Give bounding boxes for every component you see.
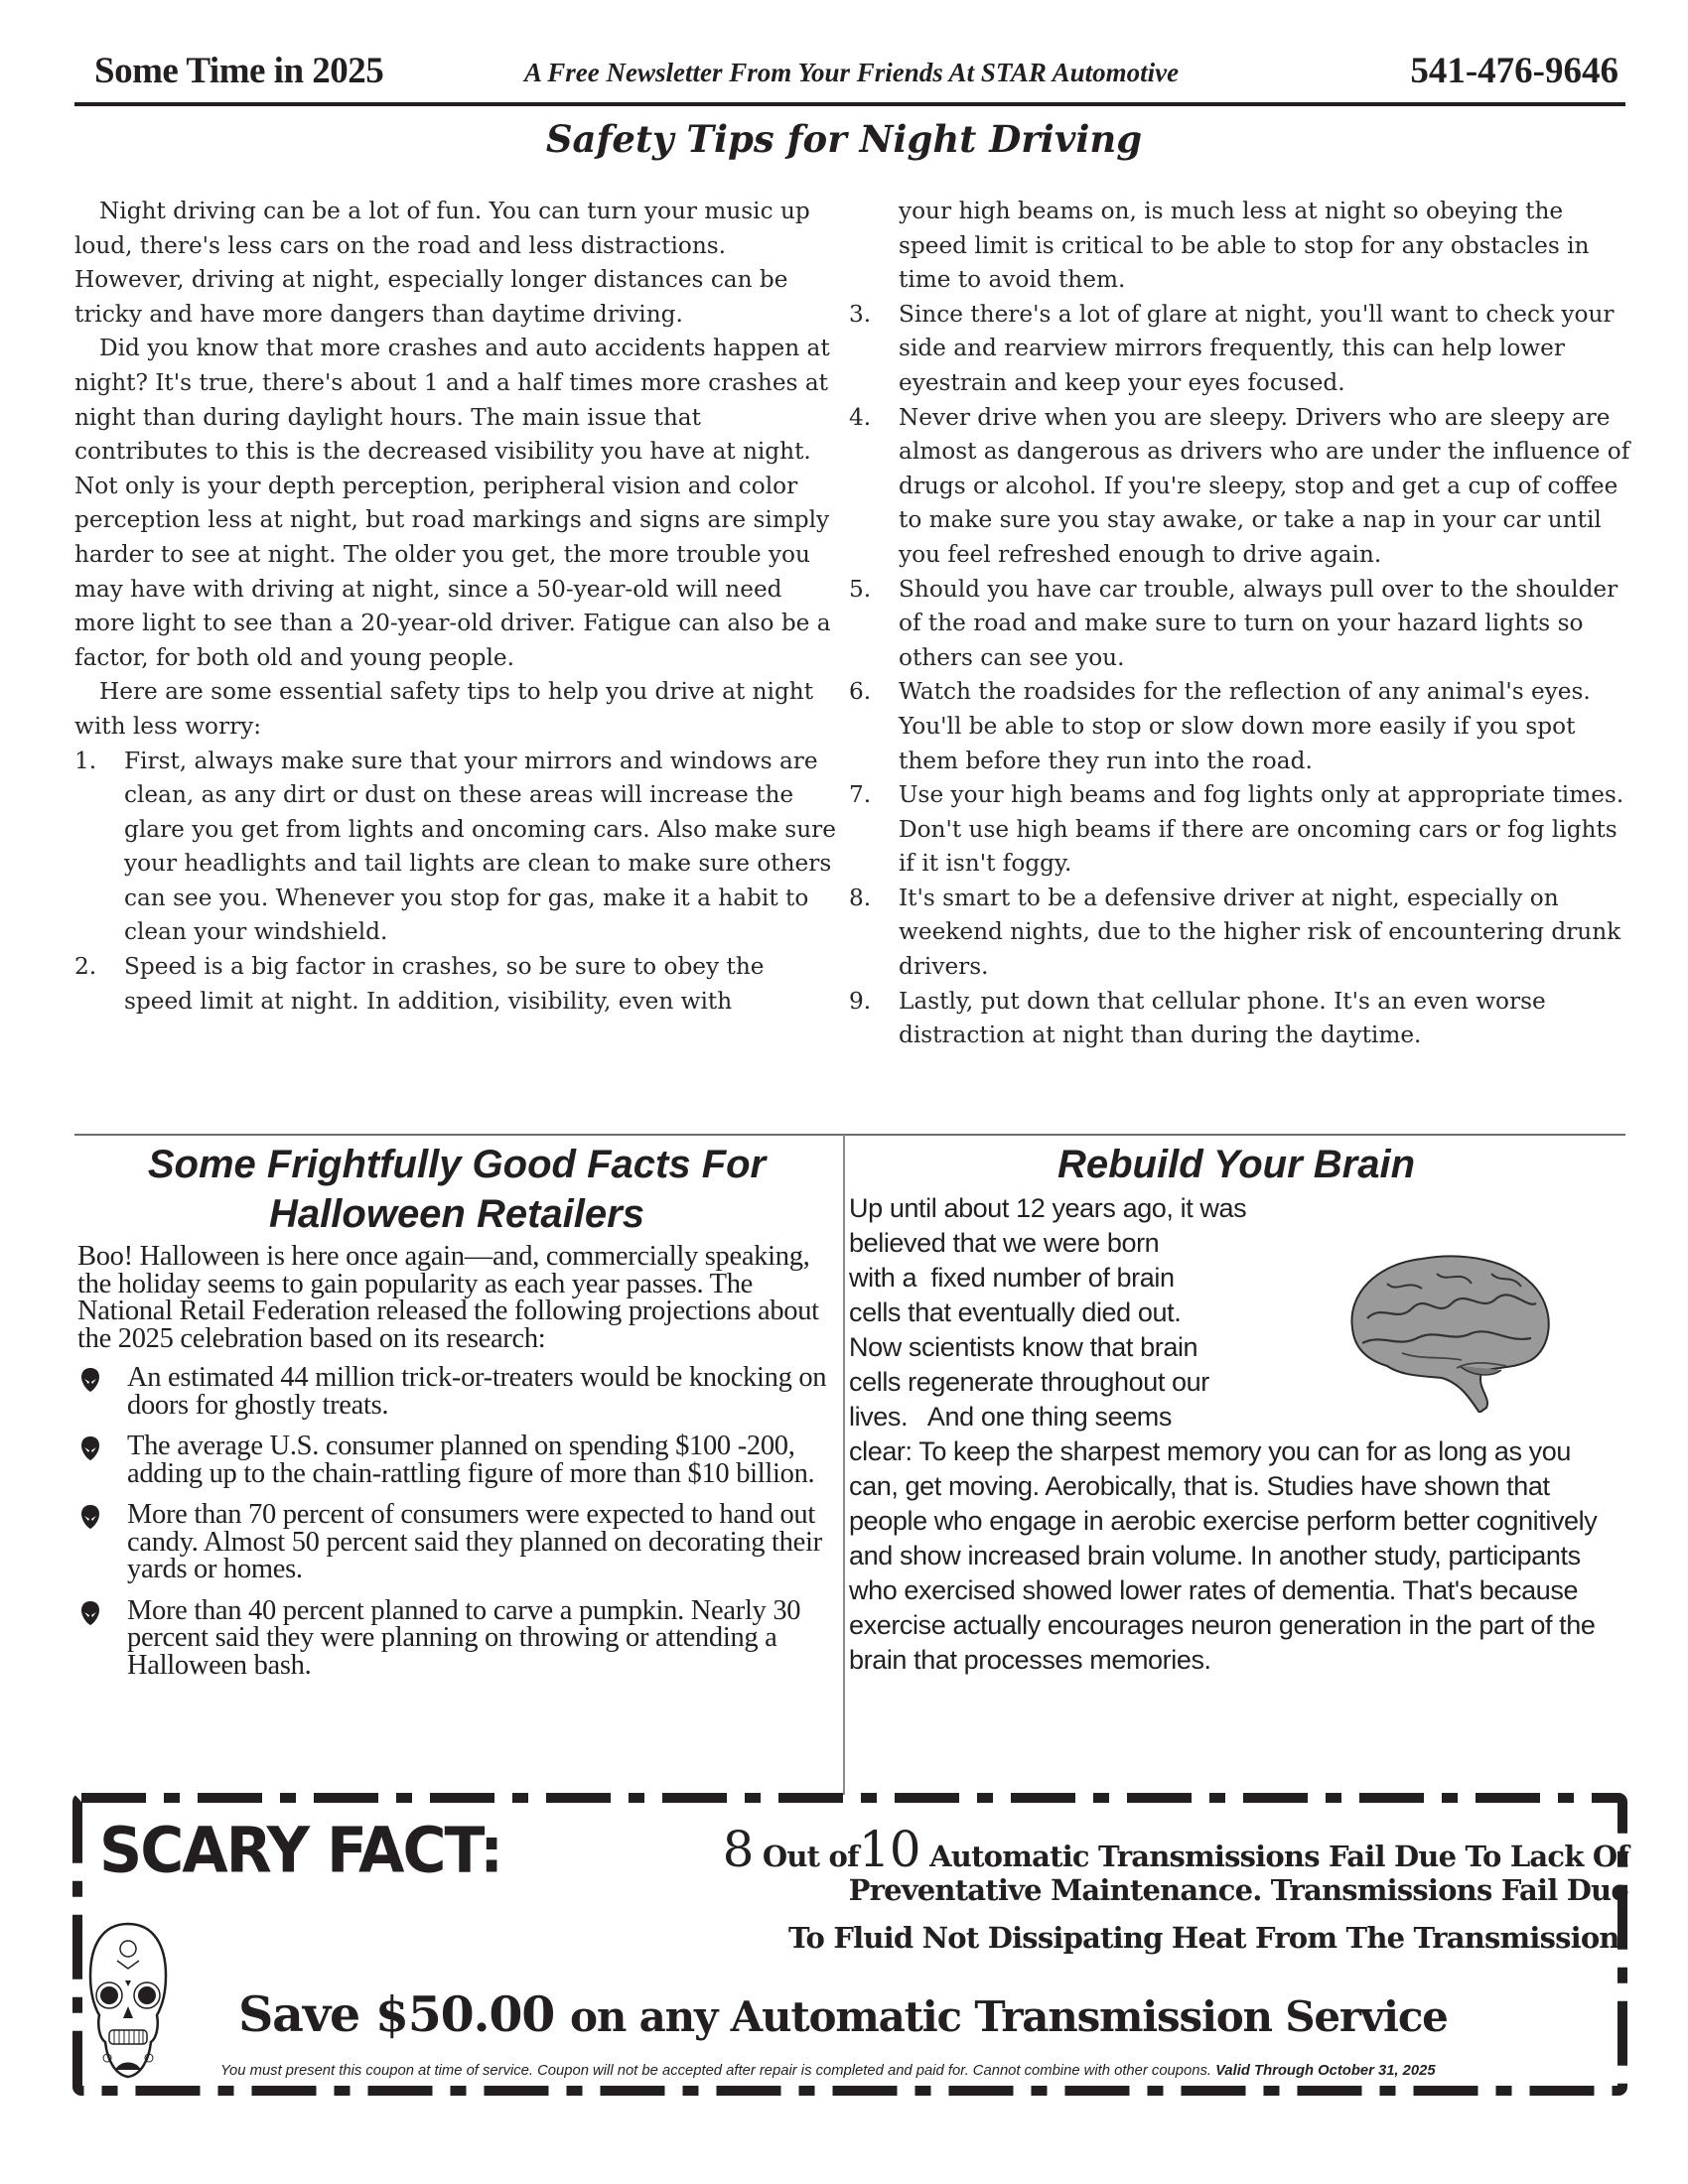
tip-text: Lastly, put down that cellular phone. It's an even worse distraction at night than during the daytime. bbox=[899, 987, 1546, 1049]
brain-line: Now scientists know that brain bbox=[849, 1332, 1198, 1362]
tip-item bbox=[849, 778, 1633, 882]
bullet-text: More than 70 percent of consumers were expected to hand out candy. Almost 50 percent said they planned on decorating their yards or homes. bbox=[127, 1499, 822, 1584]
section-divider-horizontal bbox=[74, 1134, 1625, 1136]
tip-text: Should you have car trouble, always pull over to the shoulder of the road and make sure to turn on your hazard lights so others can see you. bbox=[899, 575, 1618, 671]
tip-text: Since there's a lot of glare at night, you'll want to check your side and rearview mirrors frequently, this can help lower eyestrain and keep your eyes focused. bbox=[899, 300, 1615, 396]
fact-line-1 bbox=[723, 1821, 1628, 1878]
tips-list bbox=[74, 745, 839, 1020]
fact-number-8: 8 bbox=[722, 1821, 754, 1878]
tips-list bbox=[849, 298, 1633, 1053]
tip-text: Use your high beams and fog lights only at appropriate times. Don't use high beams if there are oncoming cars or fog lights if it isn't foggy. bbox=[899, 781, 1624, 878]
tip-item bbox=[849, 573, 1633, 676]
tip-number: 4. bbox=[849, 403, 872, 431]
tip-text: First, always make sure that your mirrors and windows are clean, as any dirt or dust on these areas will increase the glare you get from lights and oncoming cars. Also make sure your headlights and tail lights are clean to make sure others can see you. Whenever you stop for gas, make it a habit to clean your windshield. bbox=[124, 747, 836, 946]
tip-text: Watch the roadsides for the reflection of any animal's eyes. You'll be able to stop or slow down more easily if you spot them before they run into the road. bbox=[899, 678, 1591, 774]
halloween-bullet bbox=[77, 1364, 832, 1419]
tip-item bbox=[849, 675, 1633, 778]
tip-item bbox=[849, 985, 1633, 1053]
article-paragraph: Night driving can be a lot of fun. You can turn your music up loud, there's less cars on the road and less distractions. However, driving at night, especially longer distances can be tricky and have more dangers than daytime driving. bbox=[74, 198, 810, 328]
halloween-bullet bbox=[77, 1594, 832, 1681]
bullet-text: More than 40 percent planned to carve a pumpkin. Nearly 30 percent said they were planning on throwing or attending a Halloween bash. bbox=[127, 1594, 801, 1681]
tip-item bbox=[849, 401, 1633, 573]
tip-text: Speed is a big factor in crashes, so be sure to obey the speed limit at night. In addition, visibility, even with bbox=[124, 953, 765, 1015]
brain-line: cells regenerate throughout our bbox=[849, 1367, 1209, 1397]
article-column-right bbox=[849, 195, 1633, 1053]
halloween-bullet bbox=[77, 1433, 832, 1487]
tip-text-continued: your high beams on, is much less at night so obeying the speed limit is critical to be able to stop for any obstacles in time to avoid them. bbox=[899, 198, 1590, 294]
tip-number: 3. bbox=[849, 300, 872, 328]
fact-number-10: 10 bbox=[858, 1821, 920, 1878]
brain-line: with a fixed number of brain bbox=[849, 1263, 1175, 1293]
alien-head-icon bbox=[81, 1436, 99, 1460]
save-description: on any Automatic Transmission Service bbox=[570, 1992, 1448, 2041]
fact-line-2: Preventative Maintenance. Transmissions Fail Due bbox=[848, 1873, 1628, 1907]
alien-head-icon bbox=[81, 1505, 99, 1529]
tip-item bbox=[74, 745, 839, 951]
fact-out-of: Out of bbox=[762, 1840, 859, 1873]
halloween-body bbox=[77, 1243, 832, 1693]
tip-number: 6. bbox=[849, 678, 872, 706]
tip-number: 5. bbox=[849, 575, 872, 603]
article-title-night-driving: Safety Tips for Night Driving bbox=[545, 117, 1143, 161]
tip-number: 8. bbox=[849, 884, 872, 911]
tip-item bbox=[849, 882, 1633, 985]
tip-item bbox=[849, 298, 1633, 401]
brain-line: believed that we were born bbox=[849, 1228, 1160, 1258]
issue-date: Some Time in 2025 bbox=[94, 51, 384, 91]
brain-paragraph-rest: clear: To keep the sharpest memory you can for as long as you can, get moving. Aerobically, that is. Studies have shown that people who engage in aerobic exercise perform better cognitively and show increased brain volume. In another study, participants who exercised showed lower rates of dementia. That's because exercise actually encourages neuron generation in the part of the brain that processes memories. bbox=[849, 1436, 1598, 1675]
title-line: Halloween Retailers bbox=[269, 1192, 644, 1236]
bullet-text: An estimated 44 million trick-or-treaters would be knocking on doors for ghostly treats. bbox=[127, 1362, 827, 1421]
article-column-left bbox=[74, 195, 839, 1019]
alien-head-icon bbox=[81, 1368, 99, 1392]
tip-number: 7. bbox=[849, 781, 872, 809]
fine-print-text: You must present this coupon at time of service. Coupon will not be accepted after repair is completed and paid for. Cannot combine with other coupons. bbox=[220, 2063, 1211, 2079]
tip-number: 1. bbox=[74, 747, 97, 774]
tip-text: It's smart to be a defensive driver at night, especially on weekend nights, due to the higher risk of encountering drunk drivers. bbox=[899, 884, 1621, 981]
valid-through: Valid Through October 31, 2025 bbox=[1215, 2063, 1436, 2079]
coupon-fine-print bbox=[220, 2063, 1436, 2079]
bullet-text: The average U.S. consumer planned on spending $100 -200, adding up to the chain-rattling figure of more than $10 billion. bbox=[127, 1431, 815, 1489]
phone-number: 541-476-9646 bbox=[1410, 51, 1618, 91]
tip-item bbox=[74, 950, 839, 1019]
tip-text: Never drive when you are sleepy. Drivers who are sleepy are almost as dangerous as drivers who are under the influence of drugs or alcohol. If you're sleepy, stop and get a cup of coffee to make sure you stay awake, or take a nap in your car until you feel refreshed enough to drive again. bbox=[899, 403, 1630, 568]
tip-number: 2. bbox=[74, 953, 97, 981]
article-title-brain: Rebuild Your Brain bbox=[1056, 1143, 1416, 1186]
fact-line-3: To Fluid Not Dissipating Heat From The Transmission. bbox=[788, 1921, 1628, 1955]
article-paragraph: Did you know that more crashes and auto accidents happen at night? It's true, there's about 1 and a half times more crashes at night than during daylight hours. The main issue that contributes to this is the decreased visibility you have at night. Not only is your depth perception, peripheral vision and color perception less at night, but road markings and signs are simply harder to see at night. The older you get, the more trouble you may have with driving at night, since a 50-year-old will need more light to see than a 20-year-old driver. Fatigue can also be a factor, for both old and young people. bbox=[74, 335, 831, 671]
save-amount: Save $50.00 bbox=[238, 1985, 555, 2043]
alien-head-icon bbox=[81, 1601, 99, 1625]
header-rule bbox=[74, 102, 1625, 106]
article-title-halloween bbox=[74, 1140, 839, 1239]
article-paragraph: Here are some essential safety tips to help you drive at night with less worry: bbox=[74, 678, 814, 740]
brain-illustration-icon bbox=[1342, 1249, 1556, 1413]
halloween-intro: Boo! Halloween is here once again—and, commercially speaking, the holiday seems to gain popularity as each year passes. The National Retail Federation released the following projections about the 2025 celebration based on its research: bbox=[77, 1241, 819, 1354]
tip-number: 9. bbox=[849, 987, 872, 1015]
title-line: Some Frightfully Good Facts For bbox=[147, 1143, 767, 1186]
sugar-skull-icon bbox=[87, 1921, 169, 2080]
brain-line: lives. And one thing seems bbox=[849, 1402, 1172, 1432]
fact-line-1-rest: Automatic Transmissions Fail Due To Lack Of bbox=[929, 1840, 1628, 1873]
halloween-bullet bbox=[77, 1501, 832, 1583]
newsletter-tagline: A Free Newsletter From Your Friends At STAR Automotive bbox=[524, 58, 1180, 87]
coupon-offer bbox=[238, 1985, 1448, 2043]
scary-fact-label: SCARY FACT: bbox=[99, 1815, 502, 1888]
brain-line: Up until about 12 years ago, it was bbox=[849, 1193, 1247, 1223]
brain-line: cells that eventually died out. bbox=[849, 1297, 1182, 1327]
section-divider-vertical bbox=[843, 1135, 845, 1795]
halloween-bullet-list bbox=[77, 1364, 832, 1679]
